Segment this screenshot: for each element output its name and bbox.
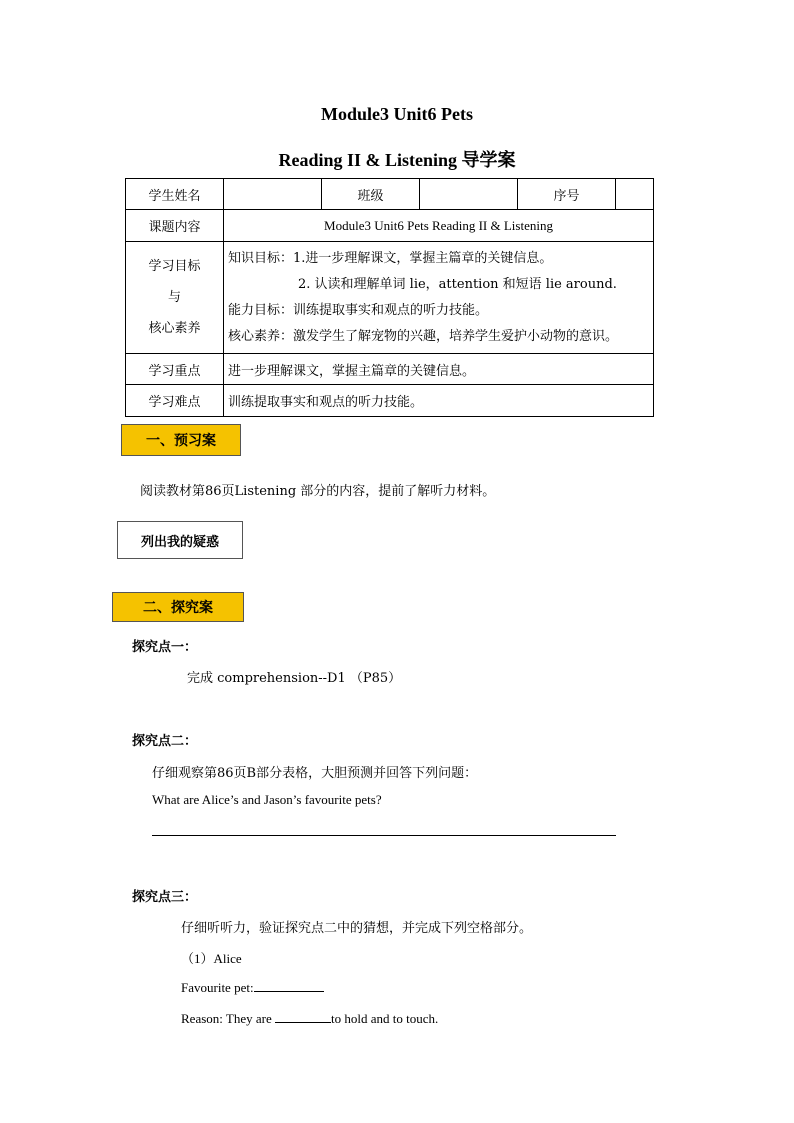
info-table: [125, 178, 654, 417]
favourite-pet-row: [181, 979, 324, 996]
point2-text: 仔细观察第86页B部分表格，大胆预测并回答下列问题：: [152, 766, 478, 781]
goal-knowledge-2: 2. 认读和理解单词 lie，attention 和短语 lie around.: [298, 276, 617, 292]
point1-label: 探究点一：: [132, 640, 198, 655]
favourite-pet-label: Favourite pet:: [181, 980, 254, 995]
answer-line[interactable]: [152, 835, 616, 836]
document-subtitle: Reading II & Listening 导学案: [278, 150, 516, 170]
reason-suffix: to hold and to touch.: [330, 1011, 439, 1026]
reason-blank[interactable]: [275, 1010, 331, 1023]
class-field[interactable]: [420, 179, 518, 210]
document-title: Module3 Unit6 Pets: [321, 104, 473, 124]
goals-label-line1: 学习目标: [148, 259, 201, 274]
reason-prefix: Reason: They are: [181, 1011, 275, 1026]
class-label: 班级: [322, 179, 420, 210]
doubts-box: 列出我的疑惑: [117, 521, 243, 559]
preview-section-heading: 一、预习案: [121, 424, 241, 456]
goal-core: 核心素养：激发学生了解宠物的兴趣，培养学生爱护小动物的意识。: [228, 328, 619, 344]
favourite-pet-blank[interactable]: [254, 979, 324, 992]
student-name-field[interactable]: [224, 179, 322, 210]
alice-label: （1）Alice: [181, 951, 242, 966]
goal-ability: 能力目标：训练提取事实和观点的听力技能。: [228, 302, 489, 318]
topic-value: Module3 Unit6 Pets Reading II & Listening: [224, 210, 654, 242]
point2-question: What are Alice’s and Jason’s favourite pets?: [152, 792, 382, 807]
explore-section-heading: 二、探究案: [112, 592, 244, 622]
reason-row: [181, 1010, 438, 1027]
point3-label: 探究点三：: [132, 890, 198, 905]
seat-number-label: 序号: [518, 179, 616, 210]
goals-content: [224, 242, 654, 354]
goals-label-line2: 与: [167, 290, 181, 305]
goal-knowledge-1: 知识目标：1.进一步理解课文，掌握主篇章的关键信息。: [228, 250, 553, 266]
seat-number-field[interactable]: [616, 179, 654, 210]
preview-text: 阅读教材第86页Listening 部分的内容，提前了解听力材料。: [140, 484, 496, 499]
goals-label: [126, 242, 224, 354]
point2-label: 探究点二：: [132, 734, 198, 749]
topic-label: 课题内容: [126, 210, 224, 242]
goals-label-line3: 核心素养: [148, 321, 201, 336]
key-points-label: 学习重点: [126, 354, 224, 385]
point1-text: 完成 comprehension--D1 （P85）: [187, 671, 402, 686]
difficulty-label: 学习难点: [126, 385, 224, 417]
difficulty-value: 训练提取事实和观点的听力技能。: [224, 385, 654, 417]
student-name-label: 学生姓名: [126, 179, 224, 210]
point3-text: 仔细听听力，验证探究点二中的猜想，并完成下列空格部分。: [181, 921, 533, 936]
key-points-value: 进一步理解课文，掌握主篇章的关键信息。: [224, 354, 654, 385]
